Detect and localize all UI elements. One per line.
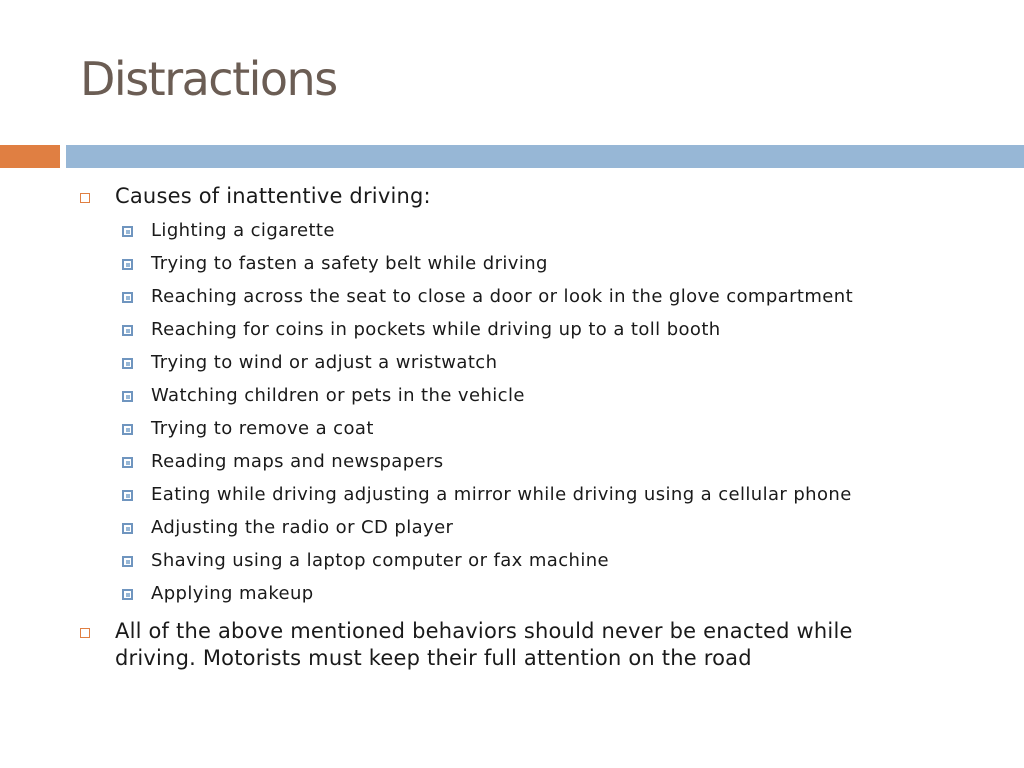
- square-bullet-icon: [122, 490, 133, 501]
- list-item: Shaving using a laptop computer or fax machine: [151, 550, 610, 571]
- square-bullet-icon: [122, 391, 133, 402]
- list-item: Lighting a cigarette: [151, 220, 335, 241]
- list-item: Reading maps and newspapers: [151, 451, 444, 472]
- square-bullet-icon: [122, 226, 133, 237]
- conclusion-line-2: driving. Motorists must keep their full attention on the road: [115, 646, 752, 670]
- square-bullet-icon: [122, 259, 133, 270]
- list-item: Applying makeup: [151, 583, 314, 604]
- square-bullet-icon: [122, 556, 133, 567]
- square-bullet-icon: [122, 292, 133, 303]
- slide-title: Distractions: [80, 52, 337, 106]
- square-bullet-icon: [122, 424, 133, 435]
- list-item: Watching children or pets in the vehicle: [151, 385, 525, 406]
- hollow-square-bullet-icon: [80, 628, 90, 638]
- causes-heading: Causes of inattentive driving:: [115, 184, 431, 208]
- list-item: Reaching for coins in pockets while driving up to a toll booth: [151, 319, 721, 340]
- list-item: Trying to fasten a safety belt while driving: [151, 253, 548, 274]
- square-bullet-icon: [122, 523, 133, 534]
- hollow-square-bullet-icon: [80, 193, 90, 203]
- list-item: Adjusting the radio or CD player: [151, 517, 454, 538]
- square-bullet-icon: [122, 457, 133, 468]
- list-item: Trying to wind or adjust a wristwatch: [151, 352, 498, 373]
- list-item: Trying to remove a coat: [151, 418, 374, 439]
- conclusion-line-1: All of the above mentioned behaviors should never be enacted while: [115, 619, 853, 643]
- list-item: Reaching across the seat to close a door or look in the glove compartment: [151, 286, 854, 307]
- square-bullet-icon: [122, 589, 133, 600]
- square-bullet-icon: [122, 325, 133, 336]
- square-bullet-icon: [122, 358, 133, 369]
- list-item: Eating while driving adjusting a mirror while driving using a cellular phone: [151, 484, 852, 505]
